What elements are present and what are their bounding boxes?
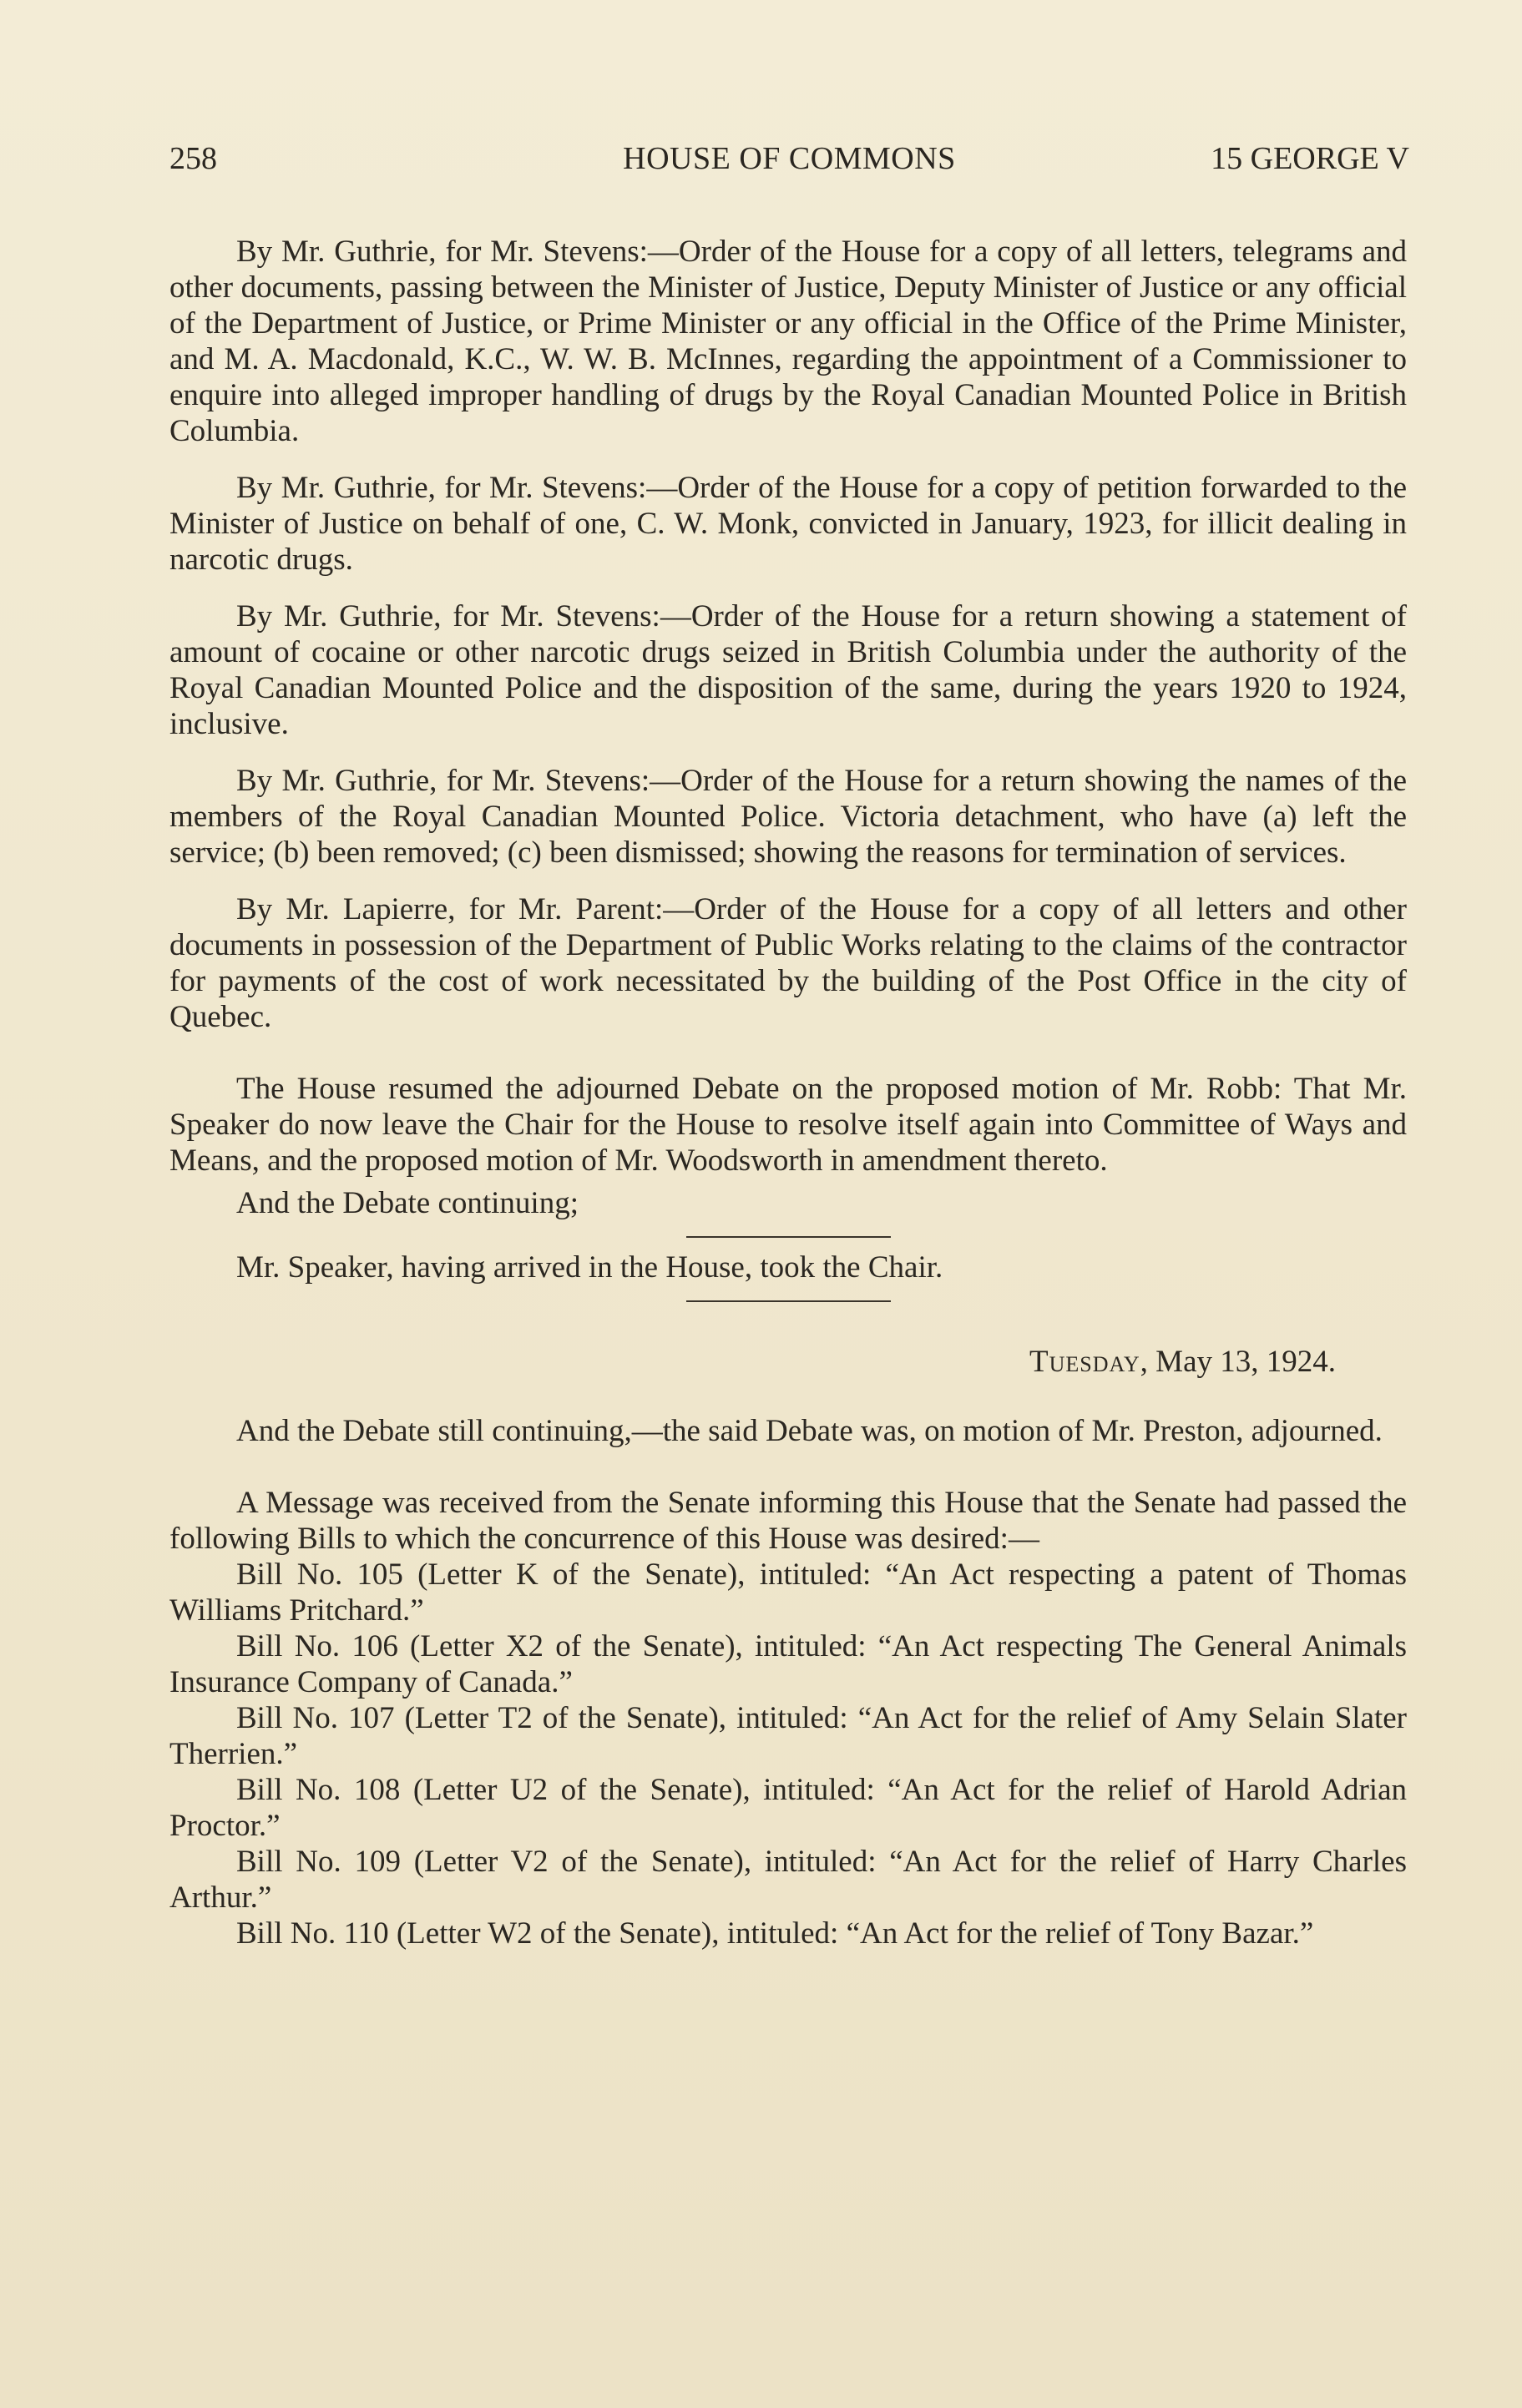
speaker-line: Mr. Speaker, having arrived in the House, took the Chair. xyxy=(236,1250,943,1285)
senate-message-paragraph: A Message was received from the Senate informing this House that the Senate had passed the following Bills to which the concurrence of this House was desired:— xyxy=(169,1486,1407,1556)
debate-continuing-line: And the Debate continuing; xyxy=(236,1186,579,1220)
date-rest: , May 13, 1924. xyxy=(1140,1345,1336,1379)
bill-item: Bill No. 105 (Letter K of the Senate), intituled: “An Act respecting a patent of Thomas Williams Pritchard.” xyxy=(169,1557,1407,1628)
order-paragraph-3: By Mr. Guthrie, for Mr. Stevens:—Order of the House for a return showing a statement of amount of cocaine or other narcotic drugs seized in British Columbia under the authority of the Royal Canadian Mounted Police and the disposition of the same, during the years 1920 to 1924, inclusive. xyxy=(169,599,1407,741)
bill-item: Bill No. 107 (Letter T2 of the Senate), intituled: “An Act for the relief of Amy Selain Slater Therrien.” xyxy=(169,1701,1407,1771)
order-paragraph-2: By Mr. Guthrie, for Mr. Stevens:—Order of the House for a copy of petition forwarded to the Minister of Justice on behalf of one, C. W. Monk, convicted in January, 1923, for illicit dealing in narcotic drugs. xyxy=(169,471,1407,577)
date-weekday: Tuesday xyxy=(1029,1345,1140,1379)
bill-item: Bill No. 109 (Letter V2 of the Senate), intituled: “An Act for the relief of Harry Charles Arthur.” xyxy=(169,1845,1407,1915)
bill-item: Bill No. 110 (Letter W2 of the Senate), intituled: “An Act for the relief of Tony Bazar.” xyxy=(236,1916,1314,1951)
page-header xyxy=(169,140,1409,182)
bill-item: Bill No. 108 (Letter U2 of the Senate), intituled: “An Act for the relief of Harold Adrian Proctor.” xyxy=(169,1773,1407,1843)
debate-adjourned-paragraph: And the Debate still continuing,—the said Debate was, on motion of Mr. Preston, adjourned. xyxy=(236,1414,1383,1448)
sitting-date xyxy=(169,1344,1407,1380)
order-paragraph-5: By Mr. Lapierre, for Mr. Parent:—Order of the House for a copy of all letters and other documents in possession of the Department of Public Works relating to the claims of the contractor for payments of the cost of work necessitated by the building of the Post Office in the city of Quebec. xyxy=(169,892,1407,1034)
debate-resumed-paragraph: The House resumed the adjourned Debate on the proposed motion of Mr. Robb: That Mr. Speaker do now leave the Chair for the House to resolve itself again into Committee of Ways and Means, and the proposed motion of Mr. Woodsworth in amendment thereto. xyxy=(169,1072,1407,1178)
order-paragraph-1: By Mr. Guthrie, for Mr. Stevens:—Order of the House for a copy of all letters, telegrams and other documents, passing between the Minister of Justice, Deputy Minister of Justice or any official of the Department of Justice, or Prime Minister or any official in the Office of the Prime Minister, and M. A. Macdonald, K.C., W. W. B. McInnes, regarding the appointment of a Commissioner to enquire into alleged improper handling of drugs by the Royal Canadian Mounted Police in British Columbia. xyxy=(169,235,1407,448)
bill-item: Bill No. 106 (Letter X2 of the Senate), intituled: “An Act respecting The General Animals Insurance Company of Canada.” xyxy=(169,1629,1407,1699)
running-title: HOUSE OF COMMONS xyxy=(623,141,956,176)
page-body xyxy=(169,234,1407,1951)
page-number: 258 xyxy=(169,141,217,176)
reign-label: 15 GEORGE V xyxy=(1211,141,1409,176)
order-paragraph-4: By Mr. Guthrie, for Mr. Stevens:—Order of the House for a return showing the names of the members of the Royal Canadian Mounted Police. Victoria detachment, who have (a) left the service; (b) been removed; (c) been dismissed; showing the reasons for termination of services. xyxy=(169,764,1407,870)
